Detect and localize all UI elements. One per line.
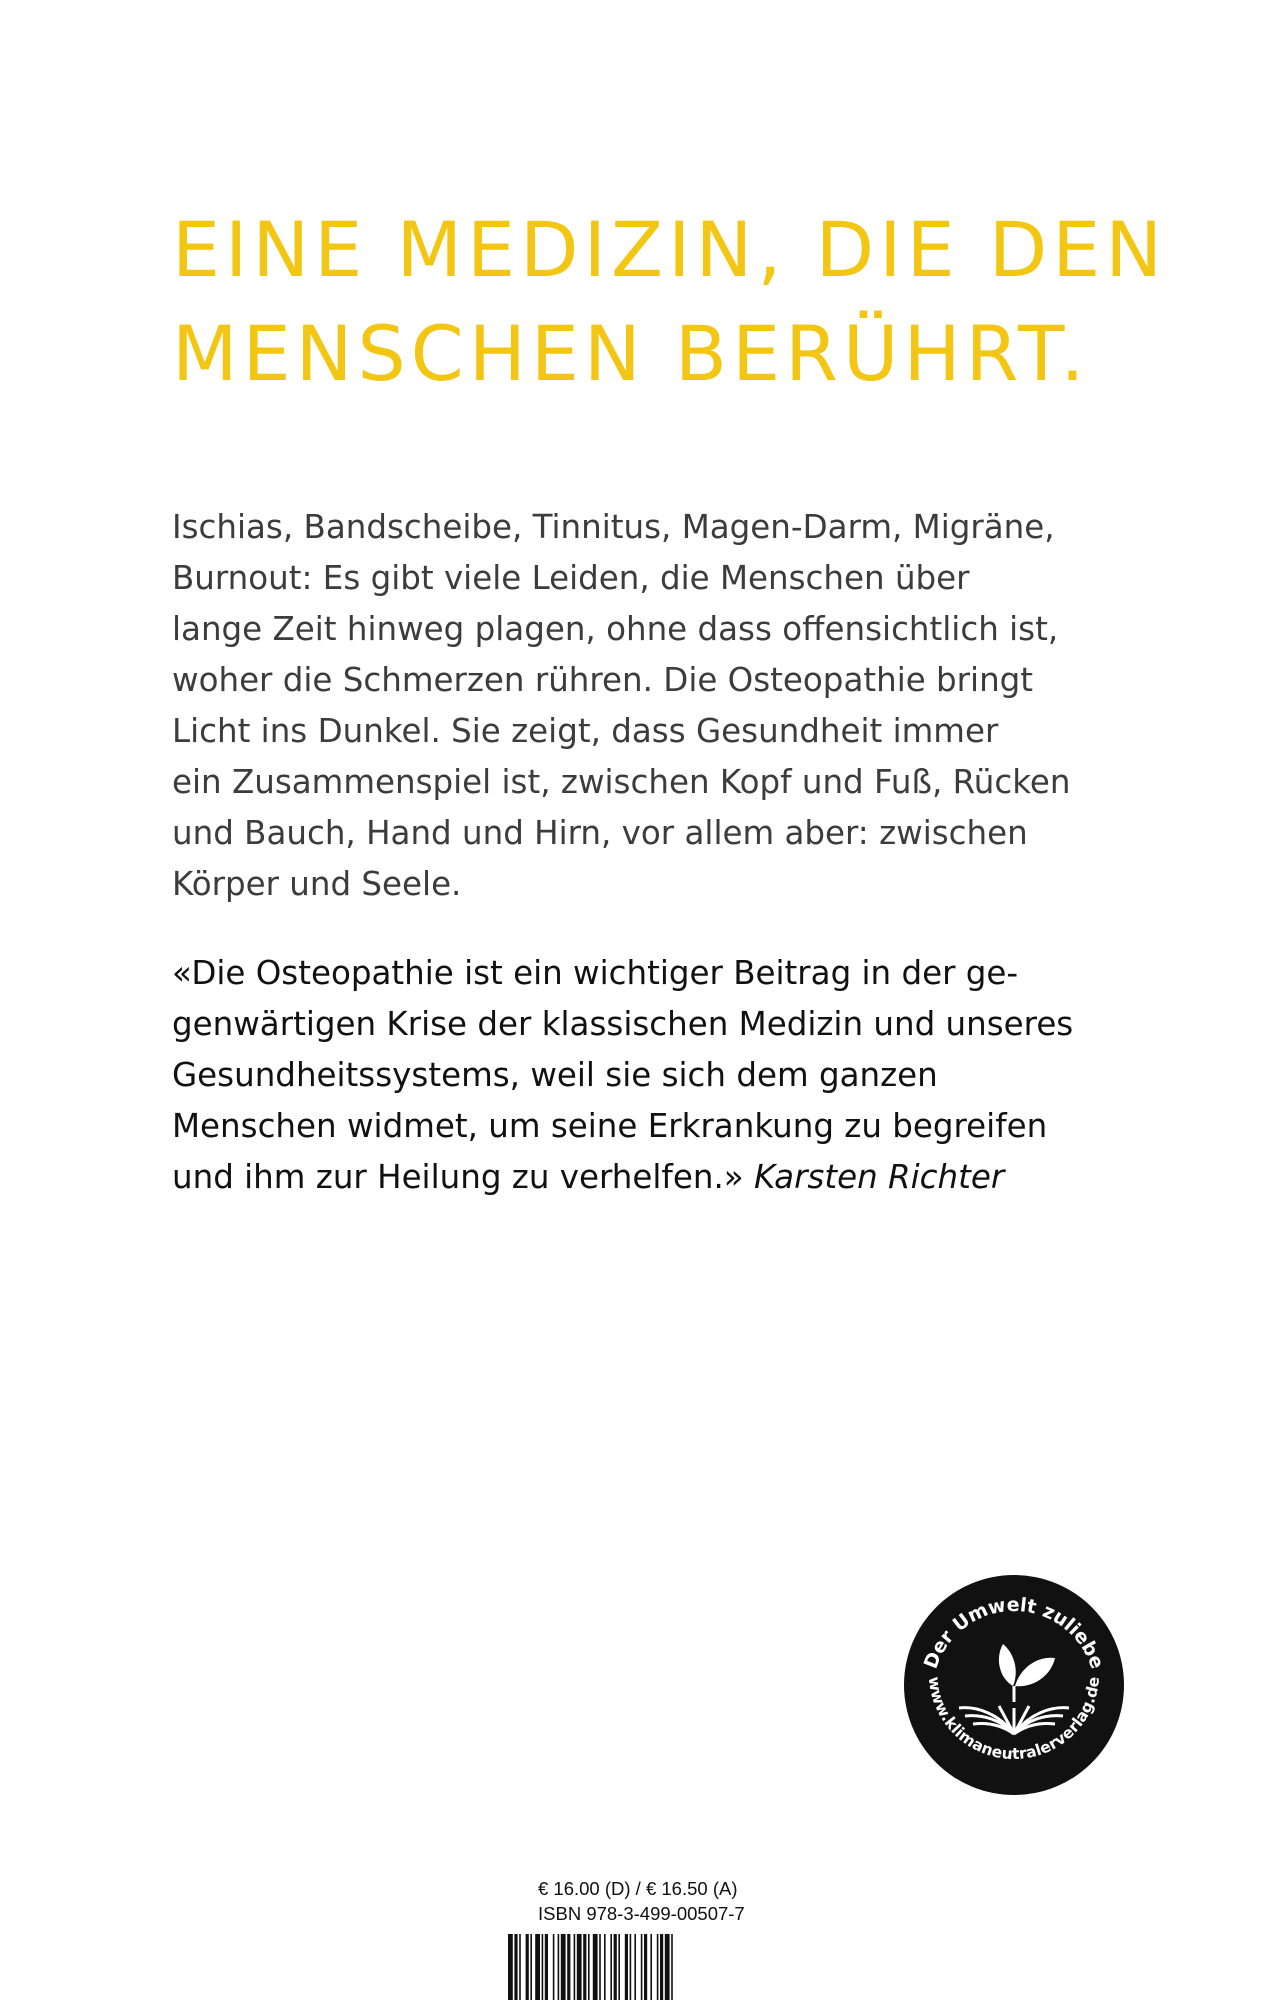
barcode-bar bbox=[542, 1934, 544, 2000]
barcode bbox=[506, 1934, 786, 2000]
blurb-line: Körper und Seele. bbox=[172, 865, 462, 903]
seal-top-text: Der Umwelt zuliebe bbox=[919, 1593, 1109, 1672]
headline bbox=[172, 198, 1232, 406]
barcode-bar bbox=[630, 1934, 632, 2000]
quote-line: und ihm zur Heilung zu verhelfen.» bbox=[172, 1158, 744, 1196]
blurb-line: ein Zusammenspiel ist, zwischen Kopf und Fuß, Rücken bbox=[172, 763, 1071, 801]
quote-line: «Die Osteopathie ist ein wichtiger Beitrag in der ge- bbox=[172, 954, 1019, 992]
barcode-bar bbox=[593, 1934, 598, 2000]
headline-line-2: MENSCHEN BERÜHRT. bbox=[172, 309, 1090, 398]
barcode-bar bbox=[545, 1934, 548, 2000]
barcode-bar bbox=[634, 1934, 636, 2000]
quote-line: Menschen widmet, um seine Erkrankung zu begreifen bbox=[172, 1107, 1048, 1145]
barcode-bar bbox=[583, 1934, 586, 2000]
barcode-bar bbox=[514, 1934, 517, 2000]
barcode-bar bbox=[644, 1934, 647, 2000]
quote-last-line-row bbox=[172, 1152, 1232, 1203]
price-text: € 16.00 (D) / € 16.50 (A) bbox=[538, 1878, 738, 1899]
barcode-bar bbox=[610, 1934, 612, 2000]
barcode-bar bbox=[574, 1934, 576, 2000]
barcode-bar bbox=[508, 1934, 513, 2000]
barcode-bar bbox=[665, 1934, 670, 2000]
barcode-bar bbox=[519, 1934, 521, 2000]
headline-line-1: EINE MEDIZIN, DIE DEN bbox=[172, 205, 1168, 294]
quote-line: genwärtigen Krise der klassischen Medizin und unseres bbox=[172, 1005, 1074, 1043]
barcode-bar bbox=[588, 1934, 590, 2000]
barcode-bar bbox=[567, 1934, 570, 2000]
barcode-bar bbox=[614, 1934, 617, 2000]
blurb-paragraph bbox=[172, 502, 1232, 910]
quote-line: Gesundheitssystems, weil sie sich dem ganzen bbox=[172, 1056, 938, 1094]
barcode-bar bbox=[671, 1934, 673, 2000]
barcode-bar bbox=[577, 1934, 582, 2000]
barcode-bar bbox=[561, 1934, 566, 2000]
barcode-bar bbox=[660, 1934, 663, 2000]
barcode-bar bbox=[599, 1934, 601, 2000]
blurb-line: lange Zeit hinweg plagen, ohne dass offensichtlich ist, bbox=[172, 610, 1059, 648]
barcode-bar bbox=[530, 1934, 532, 2000]
barcode-bar bbox=[641, 1934, 643, 2000]
climate-neutral-seal bbox=[903, 1574, 1125, 1796]
barcode-bar bbox=[535, 1934, 540, 2000]
barcode-bar bbox=[625, 1934, 628, 2000]
seal-bottom-text: www.klimaneutralerverlag.de bbox=[924, 1675, 1104, 1764]
barcode-bar bbox=[526, 1934, 529, 2000]
barcode-bar bbox=[558, 1934, 560, 2000]
price-isbn-block bbox=[538, 1876, 778, 1926]
barcode-bar bbox=[604, 1934, 606, 2000]
blurb-line: woher die Schmerzen rühren. Die Osteopathie bringt bbox=[172, 661, 1034, 699]
isbn-text: ISBN 978-3-499-00507-7 bbox=[538, 1903, 745, 1924]
barcode-bar bbox=[553, 1934, 555, 2000]
blurb-line: Ischias, Bandscheibe, Tinnitus, Magen-Darm, Migräne, bbox=[172, 508, 1055, 546]
quote-author: Karsten Richter bbox=[754, 1158, 1005, 1196]
blurb-line: Licht ins Dunkel. Sie zeigt, dass Gesundheit immer bbox=[172, 712, 999, 750]
testimonial-quote bbox=[172, 948, 1232, 1203]
barcode-bar bbox=[650, 1934, 652, 2000]
barcode-bar bbox=[657, 1934, 659, 2000]
barcode-bar bbox=[618, 1934, 620, 2000]
blurb-line: Burnout: Es gibt viele Leiden, die Menschen über bbox=[172, 559, 970, 597]
blurb-line: und Bauch, Hand und Hirn, vor allem aber: zwischen bbox=[172, 814, 1028, 852]
